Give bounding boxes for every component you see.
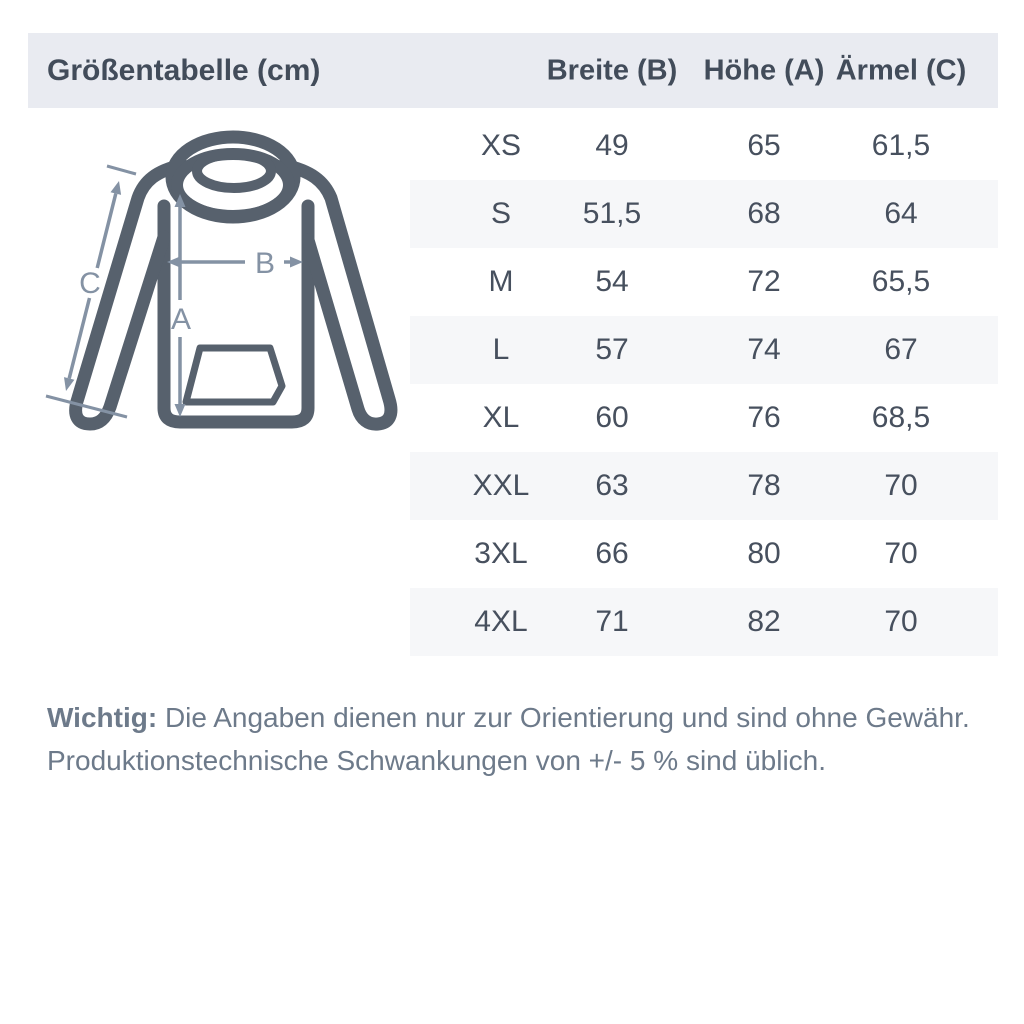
page-title: Größentabelle (cm) [47,53,321,87]
aermel-value: 68,5 [871,401,931,434]
size-label: XL [482,401,520,434]
aermel-value: 65,5 [871,265,931,298]
aermel-value: 70 [884,469,918,502]
breite-value: 54 [595,265,629,298]
disclaimer-label: Wichtig: [47,702,158,733]
aermel-value: 70 [884,537,918,570]
column-header-aermel: Ärmel (C) [835,54,967,86]
disclaimer-note [47,696,977,782]
breite-value: 60 [595,401,629,434]
table-row-s [410,180,998,248]
table-row-m [410,248,998,316]
hoehe-value: 82 [747,605,781,638]
hoehe-value: 74 [747,333,781,366]
hoodie-icon [35,128,415,440]
breite-value: 51,5 [582,197,642,230]
hoehe-value: 72 [747,265,781,298]
hoehe-value: 76 [747,401,781,434]
table-row-xl [410,384,998,452]
size-table [410,112,998,656]
table-row-xxl [410,452,998,520]
size-label: 3XL [474,537,528,570]
hoehe-value: 78 [747,469,781,502]
table-row-xs [410,112,998,180]
aermel-value: 61,5 [871,129,931,162]
breite-value: 63 [595,469,629,502]
aermel-value: 67 [884,333,918,366]
hoehe-value: 65 [747,129,781,162]
aermel-value: 70 [884,605,918,638]
disclaimer-line1: Die Angaben dienen nur zur Orientierung und sind ohne Gewähr. [164,702,970,733]
aermel-value: 64 [884,197,918,230]
table-row-4xl [410,588,998,656]
table-row-l [410,316,998,384]
hoehe-value: 68 [747,197,781,230]
table-header [28,33,998,108]
breite-value: 57 [595,333,629,366]
table-row-3xl [410,520,998,588]
size-label: 4XL [474,605,528,638]
size-label: S [490,197,512,230]
hoehe-value: 80 [747,537,781,570]
dimension-label-b: B [254,247,276,280]
breite-value: 49 [595,129,629,162]
size-label: M [488,265,514,298]
breite-value: 71 [595,605,629,638]
column-header-hoehe: Höhe (A) [703,54,825,86]
size-label: XS [480,129,522,162]
size-label: L [492,333,510,366]
breite-value: 66 [595,537,629,570]
hoodie-measurement-diagram [35,128,415,440]
dimension-label-a: A [170,303,192,336]
dimension-label-c: C [79,267,101,300]
column-header-breite: Breite (B) [546,54,678,86]
size-label: XXL [472,469,530,502]
disclaimer-line2: Produktionstechnische Schwankungen von +/- 5 % sind üblich. [47,745,827,776]
